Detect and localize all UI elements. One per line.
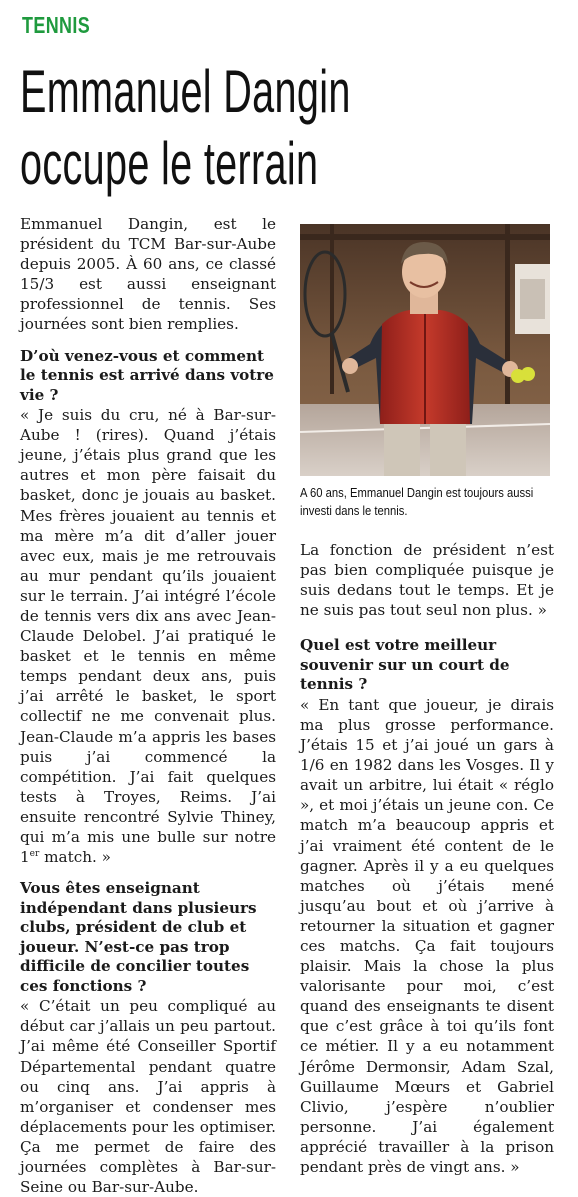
question-origin: D’où venez-vous et comment le tennis est arrivé dans votre vie ? [20, 346, 274, 404]
answer-origin-text: « Je suis du cru, né à Bar-sur-Aube ! (rires). Quand j’étais jeune, j’étais plus grand que les autres et mon père faisait du basket, donc je jouais au basket. Mes frères jouaient au tennis et ma mère m’a dit d’aller jouer avec eux, mais je me retrouvais au mur pendant qu’ils jouaient sur le terrain. J’ai intégré l’école de tennis vers dix ans avec Jean-Claude Delobel. J’ai pratiqué le basket et le tennis en même temps pendant deux ans, puis j’ai arrêté le basket, le sport collectif ne me convenait plus. Jean-Claude m’a appris les bases puis j’ai commencé la compétition. J’ai fait quelques tests à Troyes, Reims. J’ai ensuite rencontré Sylvie Thiney, qui m’a mis une bulle sur notre 1 [20, 406, 276, 867]
answer-origin [20, 405, 276, 867]
right-column [300, 540, 554, 1177]
answer-origin-end: match. » [39, 848, 111, 867]
question-functions: Vous êtes enseignant indépendant dans plusieurs clubs, président de club et joueur. N’est-ce pas trop difficile de concilier toutes ces fonctions ? [20, 879, 257, 995]
answer-functions-part1: « C’était un peu compliqué au début car j’allais un peu partout. J’ai même été Conseiller Sportif Départemental pendant quatre ou cinq ans. J’ai appris à m’organiser et condenser mes déplacements pour les optimiser. Ça me permet de faire des journées complètes à Bar-sur-Seine ou Bar-sur-Aube. [20, 997, 276, 1197]
left-column [20, 214, 276, 1197]
headline-line-1: Emmanuel Dangin [20, 58, 351, 125]
answer-functions-part2: La fonction de président n’est pas bien compliquée puisque je suis dedans tout le temps. Et je ne suis pas tout seul non plus. » [300, 541, 554, 620]
intro-paragraph: Emmanuel Dangin, est le président du TCM Bar-sur-Aube depuis 2005. À 60 ans, ce classé 15/3 est aussi enseignant professionnel de tennis. Ses journées sont bien remplies. [20, 215, 276, 334]
answer-memory: « En tant que joueur, je dirais ma plus grosse performance. J’étais 15 et j’ai joué un gars à 1/6 en 1982 dans les Vosges. Il y avait un arbitre, lui était « réglo », et moi j’étais un jeune con. Ce match m’a beaucoup appris et j’ai vraiment été content de le gagner. Après il y a eu quelques matches où j’étais mené jusqu’au bout et où j’arrive à retourner la situation et gagner ces matchs. Ça fait toujours plaisir. Mais la chose la plus valorisante pour moi, c’est quand des enseignants te disent que c’est grâce à toi qu’ils font ce métier. Il y a eu notamment Jérôme Dermonsir, Adam Szal, Guillaume Mœurs et Gabriel Clivio, j’espère n’oublier personne. J’ai également apprécié travailler à la prison pendant près de vingt ans. » [300, 695, 554, 1177]
ordinal-suffix: er [29, 849, 40, 860]
section-rubric: TENNIS [22, 12, 91, 38]
article-headline [20, 56, 495, 200]
question-memory: Quel est votre meilleur souvenir sur un court de tennis ? [300, 636, 510, 694]
headline-line-2: occupe le terrain [20, 130, 319, 197]
photo-caption: A 60 ans, Emmanuel Dangin est toujours aussi investi dans le tennis. [300, 486, 534, 518]
portrait-photo [300, 224, 550, 476]
photo-portrait-icon [300, 224, 550, 476]
